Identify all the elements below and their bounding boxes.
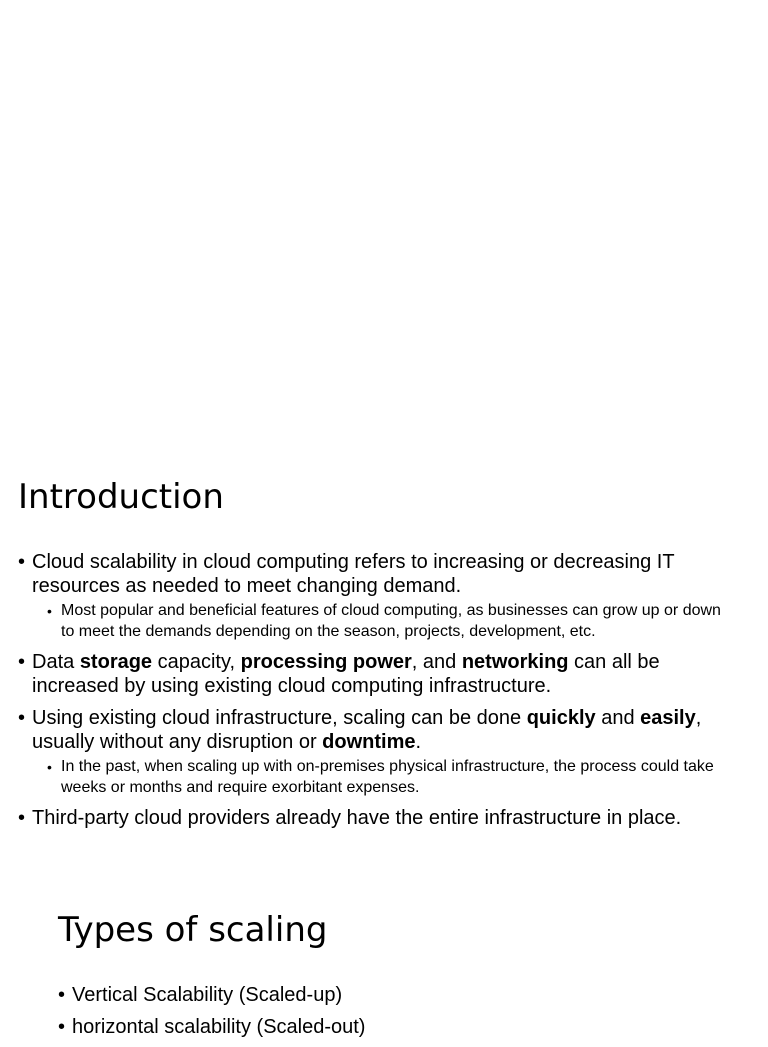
emphasis-easily: easily [640, 707, 696, 729]
sub-bullet-item: • In the past, when scaling up with on-premises physical infrastructure, the process could take weeks or months and require exorbitant expenses. [47, 757, 738, 798]
slide-title: Types of scaling [58, 910, 328, 950]
sub-bullet-list [47, 601, 738, 642]
bullet-text: Cloud scalability in cloud computing refers to increasing or decreasing IT resources as needed to meet changing demand. [32, 551, 675, 597]
sub-bullet-item: • Most popular and beneficial features of cloud computing, as businesses can grow up or down to meet the demands depending on the season, projects, development, etc. [47, 601, 738, 642]
bullet-item [18, 550, 738, 642]
slide-types-of-scaling [0, 860, 768, 1038]
bullet-list [58, 983, 738, 1047]
bullet-item [18, 706, 738, 798]
bullet-item: • Vertical Scalability (Scaled-up) [58, 983, 738, 1007]
emphasis-downtime: downtime [322, 731, 416, 753]
emphasis-processing-power: processing power [240, 651, 412, 673]
bullet-item [18, 650, 738, 698]
bullet-list [18, 550, 738, 838]
bullet-text: Third-party cloud providers already have the entire infrastructure in place. [32, 807, 682, 829]
emphasis-networking: networking [461, 651, 569, 673]
bullet-text: Using existing cloud infrastructure, scaling can be done quickly and easily, usually without any disruption or downtime. [32, 707, 702, 753]
emphasis-quickly: quickly [526, 707, 596, 729]
emphasis-storage: storage [79, 651, 153, 673]
slide-title: Introduction [18, 477, 224, 517]
sub-bullet-list [47, 757, 738, 798]
bullet-item [18, 806, 738, 830]
bullet-text: Data storage capacity, processing power, and networking can all be increased by using existing cloud computing infrastructure. [32, 651, 660, 697]
bullet-item: • horizontal scalability (Scaled-out) [58, 1015, 738, 1039]
